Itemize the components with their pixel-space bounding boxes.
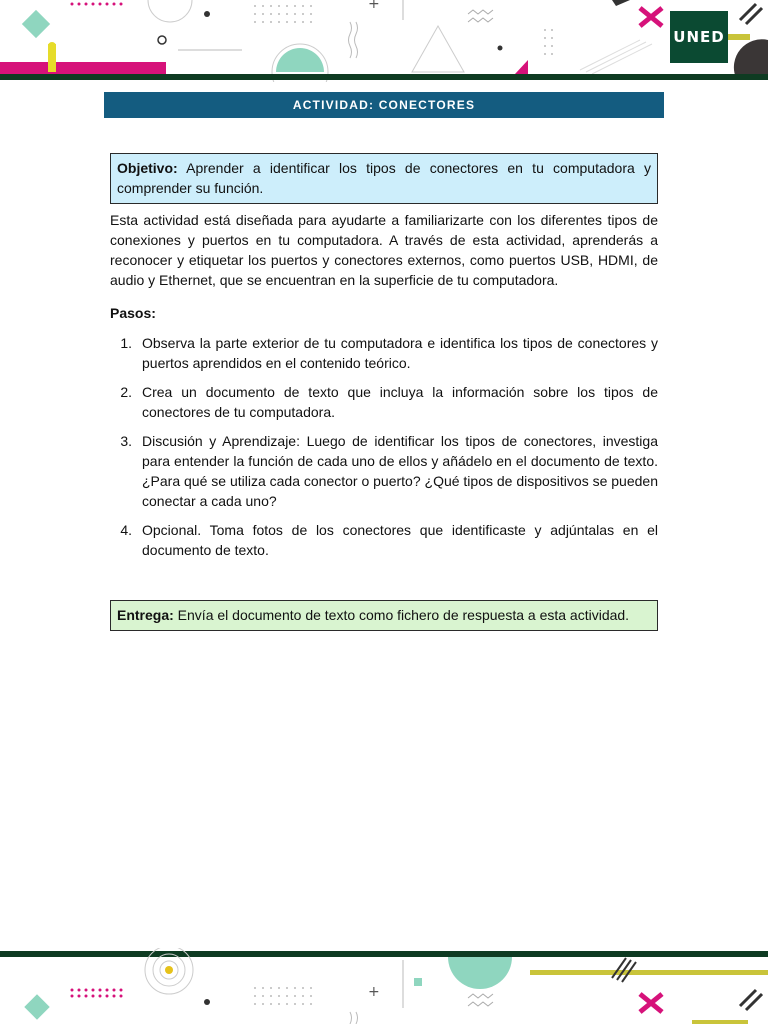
magenta-x [640,8,662,26]
step-text: Opcional. Toma fotos de los conectores que identificaste y adjúntalas en el documento de texto. [142,522,658,558]
mint-half-circle [448,957,512,989]
ring [158,36,166,44]
objective-label: Objetivo: [117,160,178,176]
header-decoration [0,0,768,82]
list-item [110,431,658,511]
magenta-dots [71,3,123,6]
document-body [110,153,658,631]
svg-text:+: + [368,984,380,1000]
uned-logo: UNED [670,11,728,63]
delivery-text: Envía el documento de texto como fichero de respuesta a esta actividad. [173,607,630,623]
step-text: Discusión y Aprendizaje: Luego de identificar los tipos de conectores, investiga para entender la función de cada uno de ellos y añádelo en el documento de texto. ¿Para qué se utiliza cada conector o puerto? ¿Qué tipos de dispositivos se pueden conectar a cada uno? [142,433,658,509]
yellow-line [530,970,768,975]
footer-decoration [0,948,768,1024]
delivery-box [110,600,658,631]
steps-heading: Pasos: [110,305,156,321]
step-number: 4. [120,522,132,538]
magenta-x [640,994,662,1012]
activity-title: ACTIVIDAD: CONECTORES [104,92,664,118]
svg-text:+: + [368,0,380,12]
steps-list [110,333,658,560]
footer-rule [0,951,768,957]
footer-pattern [0,948,768,1024]
magenta-dots [71,989,123,998]
list-item [110,382,658,422]
magenta-bar [0,62,166,74]
mint-half-circle [276,48,324,72]
step-text: Observa la parte exterior de tu computadora e identifica los tipos de conectores y puertos aprendidos en el contenido teórico. [142,335,658,371]
objective-box [110,153,658,204]
list-item [110,333,658,373]
yellow-dot [165,966,173,974]
step-number: 3. [120,433,132,449]
step-number: 2. [120,384,132,400]
step-text: Crea un documento de texto que incluya la información sobre los tipos de conectores de tu computadora. [142,384,658,420]
intro-paragraph: Esta actividad está diseñada para ayudarte a familiarizarte con los diferentes tipos de conexiones y puertos en tu computadora. A través de esta actividad, aprenderás a reconocer y etiquetar los puertos y conectores externos, como puertos USB, HDMI, de audio y Ethernet, que se encuentran en la superficie de tu computadora. [110,212,658,288]
delivery-label: Entrega: [117,607,174,623]
mint-diamond [22,10,50,38]
grey-dot-grid [254,5,312,23]
header-rule [0,74,768,80]
step-number: 1. [120,335,132,351]
objective-text: Aprender a identificar los tipos de conectores en tu computadora y comprender su función. [117,160,651,196]
header-pattern [0,0,768,82]
list-item [110,520,658,560]
